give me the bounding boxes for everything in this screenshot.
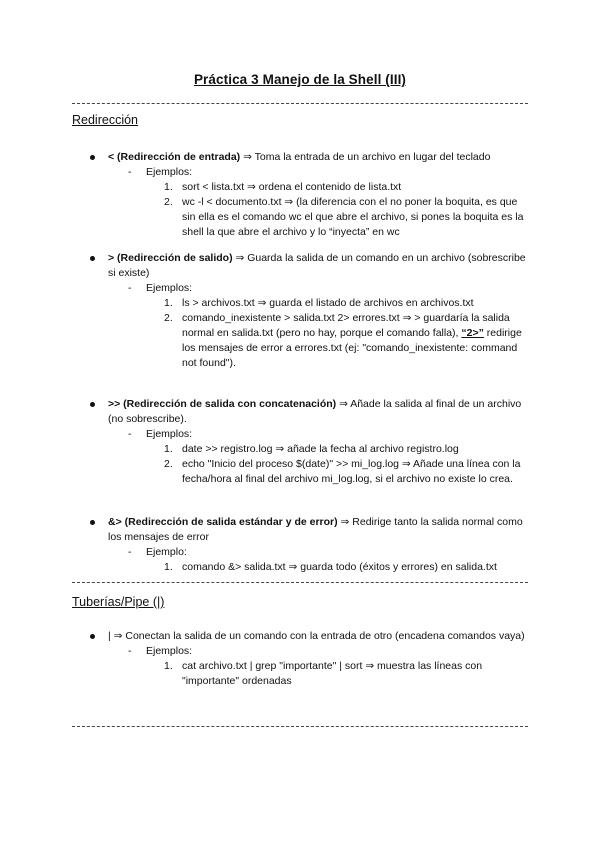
list-item: 1. cat archivo.txt | grep "importante" | sort ⇒ muestra las líneas con "importante" ordenadas	[164, 660, 483, 687]
bullet-redirection-input	[90, 150, 530, 240]
examples-label: Ejemplos:	[146, 166, 193, 178]
examples-label: Ejemplos:	[146, 428, 193, 440]
bullet-description: ⇒ Redirige tanto la salida normal como los mensajes de error	[108, 516, 523, 543]
bullet-icon	[90, 155, 95, 160]
bullet-icon	[90, 634, 95, 639]
list-item: 2. echo "Inicio del proceso $(date)" >> mi_log.log ⇒ Añade una línea con la fecha/hora al final del archivo mi_log.log, si el archivo no existe lo crea.	[164, 458, 521, 485]
divider	[72, 726, 528, 727]
dash-icon: -	[128, 282, 132, 294]
operator-label: >> (Redirección de salida con concatenación)	[108, 398, 337, 410]
list-item: 1. sort < lista.txt ⇒ ordena el contenido de lista.txt	[164, 181, 402, 193]
bullet-description: ⇒ Añade la salida al final de un archivo (no sobrescribe).	[108, 398, 522, 425]
list-item: 1. ls > archivos.txt ⇒ guarda el listado de archivos en archivos.txt	[164, 297, 474, 309]
examples-label: Ejemplos:	[146, 645, 193, 657]
divider	[72, 103, 528, 104]
section-title-redireccion: Redirección	[72, 113, 139, 127]
bullet-icon	[90, 256, 95, 261]
section-title-tuberias: Tuberías/Pipe (|)	[72, 595, 165, 609]
bullet-redirection-append	[90, 397, 530, 487]
page-title: Práctica 3 Manejo de la Shell (III)	[193, 72, 407, 87]
operator-label: > (Redirección de salido)	[108, 252, 233, 264]
divider	[72, 582, 528, 583]
bullet-icon	[90, 402, 95, 407]
bullet-description: ⇒ Guarda la salida de un comando en un archivo (sobrescribe si existe)	[108, 252, 526, 279]
dash-icon: -	[128, 645, 132, 657]
list-item: 2. wc -l < documento.txt ⇒ (la diferencia con el no poner la boquita, es que sin ella es el comando wc el que abre el archivo, si pones la boquita es la shell la que abre el archivo y lo “inyecta” en wc	[164, 196, 524, 238]
emphasis-2gt: “2>”	[461, 327, 484, 339]
list-item: 2. comando_inexistente > salida.txt 2> errores.txt ⇒ > guardaría la salida normal en salida.txt (pero no hay, porque el comando falla), “2>” redirige los mensajes de error a errores.txt (ej: "comando_inexistente: command not found").	[164, 312, 522, 369]
bullet-redirection-output	[90, 251, 530, 371]
list-item: 1. comando &> salida.txt ⇒ guarda todo (éxitos y errores) en salida.txt	[164, 561, 497, 573]
dash-icon: -	[128, 166, 132, 178]
dash-icon: -	[128, 428, 132, 440]
bullet-description: ⇒ Toma la entrada de un archivo en lugar del teclado	[240, 151, 491, 163]
operator-label: &> (Redirección de salida estándar y de error)	[108, 516, 338, 528]
bullet-description: | ⇒ Conectan la salida de un comando con la entrada de otro (encadena comandos vaya)	[108, 630, 525, 642]
bullet-redirection-both	[90, 515, 530, 575]
operator-label: < (Redirección de entrada)	[108, 151, 241, 163]
bullet-icon	[90, 520, 95, 525]
bullet-pipe	[90, 629, 530, 689]
dash-icon: -	[128, 546, 132, 558]
examples-label: Ejemplo:	[146, 546, 187, 558]
examples-label: Ejemplos:	[146, 282, 193, 294]
list-item: 1. date >> registro.log ⇒ añade la fecha al archivo registro.log	[164, 443, 459, 455]
